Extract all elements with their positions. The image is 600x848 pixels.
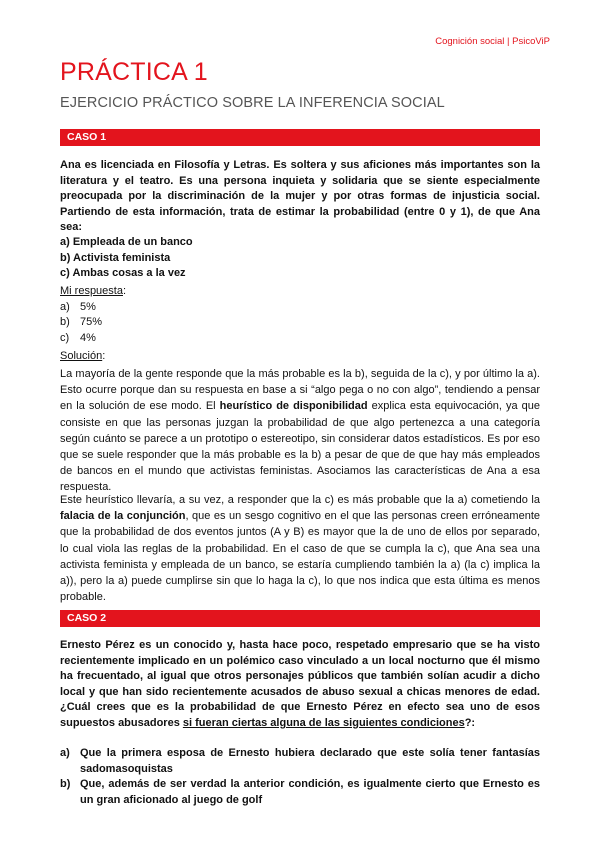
my-answer-section [60, 284, 540, 346]
condition-a: a) Que la primera esposa de Ernesto hubiera declarado que este solía tener fantasías sadomasoquistas [60, 747, 540, 775]
answer-a: a) 5% [60, 300, 96, 313]
case-2-statement: Ernesto Pérez es un conocido y, hasta hace poco, respetado empresario que se ha visto recientemente implicado en un polémico caso vinculado a un local nocturno que él mismo ha frecuentado, al igual que otros personajes públicos que también solían acudir a dicho local y que han sido recientemente acusados de abuso sexual a chicas menores de edad. ¿Cuál crees que es la probabilidad de que Ernesto Pérez en efecto sea uno de esos supuestos abusadores si fueran ciertas alguna de las siguientes condiciones?: [60, 639, 540, 729]
solution-label: Solución: [60, 350, 106, 362]
answer-c: c) 4% [60, 331, 96, 344]
answer-b: b) 75% [60, 316, 103, 328]
case-1-options [60, 235, 540, 282]
page-title: PRÁCTICA 1 [60, 58, 208, 86]
conditions-emphasis: si fueran ciertas alguna de las siguientes condiciones [182, 716, 465, 729]
option-c: c) Ambas cosas a la vez [60, 267, 186, 279]
solution-paragraph-1: La mayoría de la gente responde que la más probable es la b), seguida de la c), y por último la a). Esto ocurre porque dan su respuesta en base a si “algo pega o no con algo”, tendiendo a pensar en la solución de ese modo. El heurístico de disponibilidad explica esta equivocación, ya que consiste en que las personas juzgan la probabilidad de que algo pertenezca a una categoría según cuánto se parece a un prototipo o estereotipo, sin considerar datos estadísticos. Es por eso que se suele responder que la más probable es la b) a pesar de que de que hay más empleados de bancos en el mundo que activistas feministas. Asociamos las características de Ana a esa respuesta. [60, 368, 540, 494]
solution-paragraph-2: Este heurístico llevaría, a su vez, a responder que la c) es más probable que la a) cometiendo la falacia de la conjunción, que es un sesgo cognitivo en el que las personas creen erróneamente que la probabilidad de dos eventos juntos (A y B) es mayor que la de uno de ellos por separado, lo cual viola las reglas de la probabilidad. En el caso de que se cumpla la c), que Ana sea una activista feminista y empleada de un banco, se estaría cumpliendo también la a) (la c) implica la a)), pero la a) puede cumplirse sin que lo haga la c), lo que nos indica que esta última es menos probable. [60, 494, 540, 604]
term-availability-heuristic: heurístico de disponibilidad [219, 400, 368, 413]
case-1-header: CASO 1 [60, 129, 540, 146]
case-2-header: CASO 2 [60, 610, 540, 627]
case-2-conditions [60, 746, 540, 808]
option-a: a) Empleada de un banco [60, 236, 193, 248]
case-1-statement [60, 158, 540, 236]
term-conjunction-fallacy: falacia de la conjunción [60, 510, 186, 523]
case-1-statement-text: Ana es licenciada en Filosofía y Letras. Es soltera y sus aficiones más importantes son la literatura y el teatro. Es una persona inquieta y solidaria que se siente especialmente preocupada por la discriminación de la mujer y por otras formas de injusticia social. Partiendo de esta información, trata de estimar la probabilidad (entre 0 y 1), de que Ana sea: [60, 159, 540, 233]
running-header: Cognición social | PsicoViP [435, 36, 550, 47]
option-b: b) Activista feminista [60, 251, 171, 264]
condition-b: b) Que, además de ser verdad la anterior condición, es igualmente cierto que Ernesto es un gran aficionado al juego de golf [60, 778, 540, 806]
page-subtitle: EJERCICIO PRÁCTICO SOBRE LA INFERENCIA SOCIAL [60, 95, 445, 111]
my-answer-label: Mi respuesta: [60, 285, 127, 297]
